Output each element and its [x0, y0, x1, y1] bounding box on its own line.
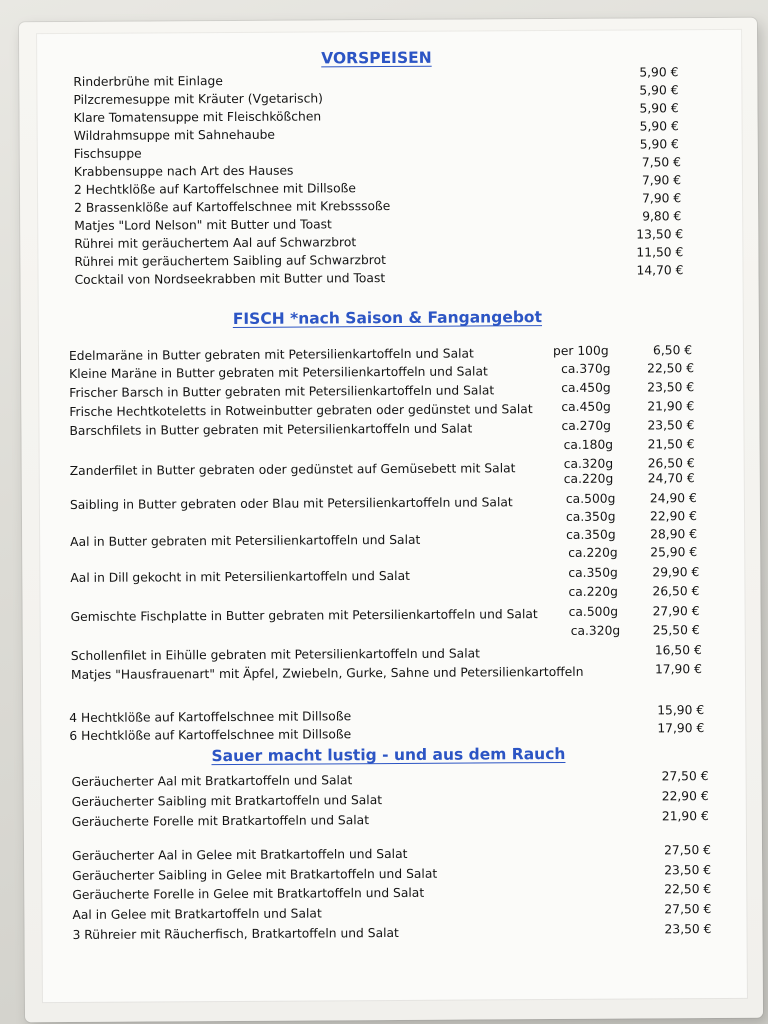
menu-item-price: 13,50 €: [636, 227, 684, 242]
menu-item-name: Fischsuppe: [73, 146, 142, 161]
menu-item-name: Edelmaräne in Butter gebraten mit Petersilienkartoffeln und Salat: [68, 346, 474, 363]
menu-item-name: Rührei mit geräuchertem Saibling auf Schwarzbrot: [74, 253, 386, 269]
menu-item-price: 7,90 €: [641, 173, 682, 188]
menu-item-price: 17,90 €: [654, 662, 702, 677]
section-heading-rauch: Sauer macht lustig - und aus dem Rauch: [211, 744, 566, 766]
menu-item-name: Wildrahmsuppe mit Sahnehaube: [73, 127, 276, 143]
menu-item-price: 5,90 €: [639, 119, 679, 134]
menu-item-name: 2 Hechtklöße auf Kartoffelschnee mit Dillsoße: [73, 181, 356, 197]
menu-item-name: Kleine Maräne in Butter gebraten mit Petersilienkartoffeln und Salat: [69, 364, 488, 381]
menu-item-weight: per 100g: [552, 343, 609, 359]
menu-item-weight: ca.220g: [563, 471, 614, 486]
menu-item-weight: ca.450g: [561, 380, 611, 395]
menu-item-price: 6,50 €: [652, 343, 693, 358]
menu-item-weight: ca.500g: [565, 491, 616, 506]
menu-item-weight: ca.370g: [561, 361, 611, 376]
menu-item-name: Geräucherte Forelle mit Bratkartoffeln und Salat: [71, 813, 370, 829]
menu-item-price: 5,90 €: [639, 101, 679, 116]
menu-item-price: 23,50 €: [664, 922, 712, 937]
menu-item-name: 2 Brassenklöße auf Kartoffelschnee mit Krebsssoße: [74, 199, 391, 215]
menu-page: [37, 30, 747, 1002]
menu-item-name: Geräucherter Aal in Gelee mit Bratkartoffeln und Salat: [72, 846, 408, 863]
menu-item-name: Frischer Barsch in Butter gebraten mit Petersilienkartoffeln und Salat: [69, 383, 495, 400]
menu-item-weight: ca.180g: [563, 437, 614, 452]
menu-item-price: 5,90 €: [639, 83, 679, 98]
menu-item-price: 27,90 €: [652, 604, 700, 619]
menu-item-name: Schollenfilet in Eihülle gebraten mit Petersilienkartoffeln und Salat: [70, 646, 481, 663]
menu-item-price: 16,50 €: [654, 643, 702, 658]
menu-item-weight: ca.220g: [568, 584, 618, 599]
menu-item-price: 26,50 €: [652, 584, 700, 599]
menu-item-name: Geräucherter Aal mit Bratkartoffeln und Salat: [71, 773, 353, 789]
menu-item-weight: ca.450g: [561, 399, 611, 414]
menu-item-name: Aal in Dill gekocht in mit Petersilienkartoffeln und Salat: [70, 568, 410, 585]
menu-item-name: Gemischte Fischplatte in Butter gebraten mit Petersilienkartoffeln und Salat: [70, 607, 538, 624]
menu-item-name: Saibling in Butter gebraten oder Blau mit Petersilienkartoffeln und Salat: [69, 495, 513, 512]
menu-item-weight: ca.350g: [568, 565, 618, 580]
menu-item-price: 9,80 €: [642, 209, 682, 224]
menu-item-price: 28,90 €: [650, 527, 698, 542]
section-heading-vorspeisen: VORSPEISEN: [321, 48, 432, 68]
menu-item-name: Aal in Gelee mit Bratkartoffeln und Salat: [72, 906, 322, 922]
menu-item-price: 22,50 €: [647, 361, 695, 376]
menu-item-weight: ca.350g: [566, 527, 616, 542]
menu-item-price: 7,90 €: [642, 191, 682, 206]
menu-item-name: Krabbensuppe nach Art des Hauses: [73, 163, 294, 179]
menu-item-name: Pilzcremesuppe mit Kräuter (Vgetarisch): [73, 91, 323, 107]
menu-item-name: Matjes "Hausfrauenart" mit Äpfel, Zwiebeln, Gurke, Sahne und Petersilienkartoffeln: [70, 664, 584, 682]
menu-item-name: Rührei mit geräuchertem Aal auf Schwarzbrot: [74, 235, 357, 251]
menu-item-name: Klare Tomatensuppe mit Fleischkößchen: [73, 109, 322, 125]
menu-item-weight: ca.320g: [570, 623, 621, 638]
section-heading-fisch: FISCH *nach Saison & Fangangebot: [232, 308, 543, 328]
menu-item-name: 6 Hechtklöße auf Kartoffelschnee mit Dillsoße: [69, 727, 352, 743]
menu-item-weight: ca.320g: [563, 456, 614, 471]
menu-item-price: 21,90 €: [647, 399, 695, 414]
menu-item-name: 4 Hechtklöße auf Kartoffelschnee mit Dillsoße: [69, 709, 352, 725]
menu-item-price: 24,70 €: [647, 471, 695, 486]
menu-item-name: Rinderbrühe mit Einlage: [73, 74, 223, 89]
menu-item-weight: ca.500g: [568, 604, 619, 619]
menu-item-price: 14,70 €: [636, 263, 684, 278]
menu-item-price: 15,90 €: [657, 703, 705, 718]
menu-item-price: 25,90 €: [650, 545, 698, 560]
menu-item-name: Matjes "Lord Nelson" mit Butter und Toast: [74, 217, 332, 233]
menu-item-name: Geräucherter Saibling mit Bratkartoffeln und Salat: [71, 793, 383, 809]
menu-item-weight: ca.270g: [561, 418, 611, 433]
menu-item-price: 27,50 €: [661, 769, 709, 784]
menu-item-price: 21,50 €: [647, 437, 695, 452]
menu-item-price: 24,90 €: [649, 491, 697, 506]
menu-item-price: 22,90 €: [661, 789, 709, 804]
menu-item-price: 11,50 €: [636, 245, 684, 260]
menu-item-price: 17,90 €: [657, 721, 705, 736]
menu-item-name: 3 Rühreier mit Räucherfisch, Bratkartoffeln und Salat: [72, 925, 399, 942]
menu-item-price: 27,50 €: [664, 843, 712, 858]
menu-item-price: 5,90 €: [639, 65, 679, 80]
menu-item-name: Barschfilets in Butter gebraten mit Petersilienkartoffeln und Salat: [69, 421, 473, 438]
menu-item-name: Zanderfilet in Butter gebraten oder gedünstet auf Gemüsebett mit Salat: [69, 461, 516, 478]
menu-item-name: Frische Hechtkoteletts in Rotweinbutter gebraten oder gedünstet und Salat: [69, 402, 533, 419]
menu-item-name: Geräucherte Forelle in Gelee mit Bratkartoffeln und Salat: [72, 885, 425, 902]
menu-item-price: 23,50 €: [647, 418, 695, 433]
menu-item-price: 23,50 €: [647, 380, 695, 395]
menu-item-price: 22,50 €: [664, 882, 712, 897]
menu-item-price: 22,90 €: [649, 509, 697, 524]
menu-item-name: Cocktail von Nordseekrabben mit Butter und Toast: [74, 271, 386, 287]
menu-item-price: 7,50 €: [641, 155, 682, 170]
menu-item-price: 23,50 €: [664, 863, 712, 878]
menu-item-price: 27,50 €: [664, 902, 712, 917]
menu-item-price: 26,50 €: [647, 456, 695, 471]
menu-item-name: Aal in Butter gebraten mit Petersilienkartoffeln und Salat: [70, 532, 421, 549]
menu-item-weight: ca.350g: [565, 509, 616, 524]
menu-item-price: 21,90 €: [661, 809, 709, 824]
menu-item-price: 5,90 €: [639, 137, 679, 152]
menu-item-weight: ca.220g: [568, 545, 618, 560]
menu-item-name: Geräucherter Saibling in Gelee mit Bratkartoffeln und Salat: [72, 866, 438, 883]
menu-item-price: 25,50 €: [652, 623, 700, 638]
menu-item-price: 29,90 €: [652, 565, 700, 580]
